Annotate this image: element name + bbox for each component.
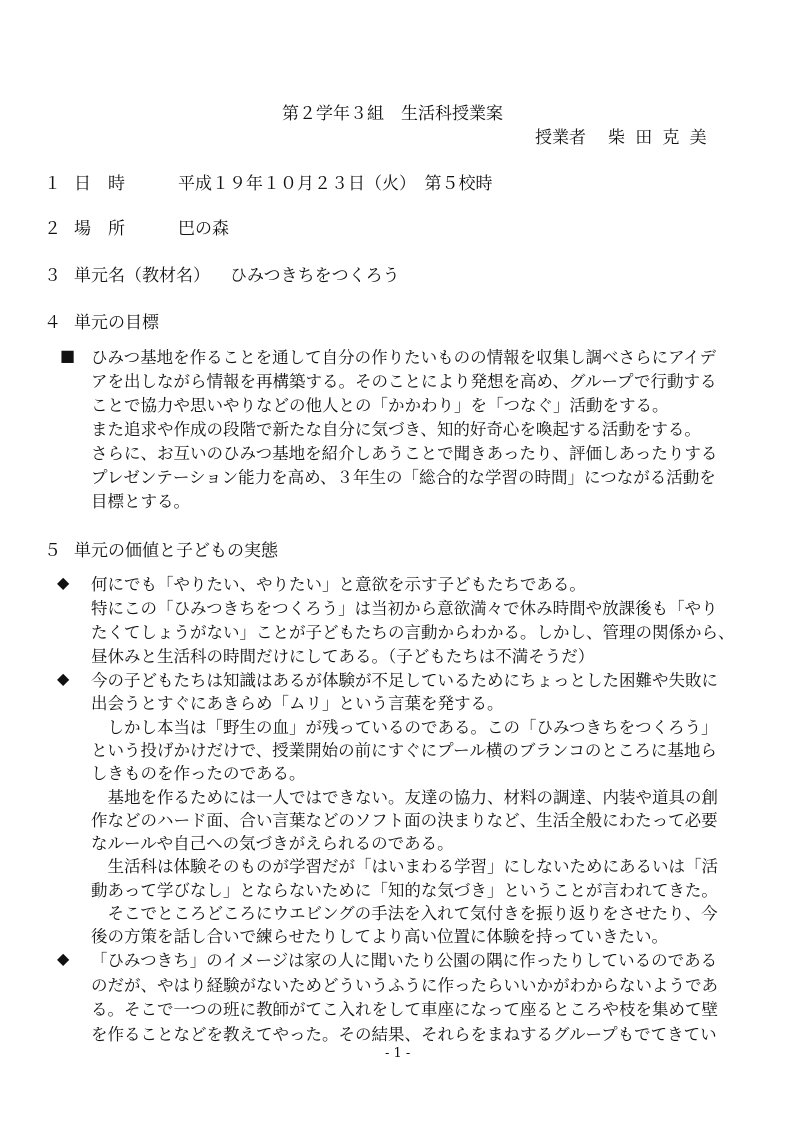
value-line: 今の子どもたちは知識はあるが体験が不足しているためにちょっとした困難や失敗に [91, 671, 718, 690]
section-number: ５ [44, 541, 61, 561]
goal-line: 目標とする。 [91, 492, 190, 511]
value-line: そこでところどころにウエビングの手法を入れて気付きを振り返りをさせたり、今 [91, 904, 718, 923]
section-value: ひみつきちをつくろう [230, 266, 400, 286]
author-name: 柴田克美 [608, 128, 717, 148]
value-line: 出会うとすぐにあきらめ「ムリ」という言葉を発する。 [91, 694, 504, 714]
value-line: 動あって学びなし」とならないために「知的な気づき」ということが言われてきた。 [91, 880, 718, 900]
section-date [44, 169, 493, 194]
page-number: - 1 - [385, 1046, 411, 1061]
section-unit-name [44, 261, 400, 286]
value-line: しかし本当は「野生の血」が残っているのである。この「ひみつきちをつくろう」 [91, 717, 718, 737]
goal-line: ことで協力や思いやりなどの他人との「かかわり」を「つなぐ」活動をする。 [91, 396, 669, 415]
value-line: なルールや自己への気づきがえられるのである。 [91, 834, 454, 854]
value-line: 昼休みと生活科の時間だけにしてある。（子どもたちは不満そうだ） [91, 647, 595, 666]
square-bullet: ■ [60, 346, 76, 365]
section-value: 巴の森 [178, 219, 229, 239]
value-line: 特にこの「ひみつきちをつくろう」は当初から意欲満々で休み時間や放課後も「やり [91, 599, 718, 618]
section-unit-value [44, 536, 278, 561]
diamond-bullet: ◆ [57, 573, 70, 592]
value-line: 何にでも「やりたい、やりたい」と意欲を示す子どもたちである。 [91, 575, 586, 594]
goal-line: アを出しながら情報を再構築する。そのことにより発想を高め、グループで行動する [91, 372, 717, 391]
section-label: 日 時 [74, 174, 125, 194]
value-line: という投げかけだけで、授業開始の前にすぐにプール横のブランコのところに基地ら [91, 740, 717, 760]
section-label: 単元の目標 [74, 313, 159, 333]
value-line: 作などのハード面、合い言葉などのソフト面の決まりなど、生活全般にわたって必要 [91, 810, 718, 830]
value-line: しきものを作ったのである。 [91, 764, 306, 784]
value-line: たくてしょうがない」ことが子どもたちの言動からわかる。しかし、管理の関係から、 [91, 623, 735, 642]
value-line: る。そこで一つの班に教師がてこ入れをして車座になって座るところや枝を集めて壁 [91, 1000, 718, 1019]
section-label: 単元の価値と子どもの実態 [74, 541, 278, 561]
author-line [535, 123, 717, 148]
diamond-bullet: ◆ [57, 669, 70, 688]
goal-line: また追求や作成の段階で新たな自分に気づき、知的好奇心を喚起する活動をする。 [91, 420, 701, 439]
section-place [44, 214, 229, 239]
section-value: 平成１９年１０月２３日（火） 第５校時 [178, 174, 493, 194]
value-line: 「ひみつきち」のイメージは家の人に聞いたり公園の隅に作ったりしているのである [91, 951, 718, 970]
value-line: を作ることなどを教えてやった。その結果、それらをまねするグループもでてきてい [91, 1024, 717, 1044]
value-line: 生活科は体験そのものが学習だが「はいまわる学習」にしないためにあるいは「活 [91, 857, 718, 877]
value-line: のだが、やはり経験がないためどういうふうに作ったらいいかがわからないようであ [91, 975, 718, 995]
document-title: 第２学年３組 生活科授業案 [282, 104, 503, 124]
section-number: １ [44, 174, 61, 194]
section-unit-goal [44, 308, 159, 333]
goal-line: さらに、お互いのひみつ基地を紹介しあうことで聞きあったり、評価しあったりする [91, 444, 718, 463]
section-number: ４ [44, 313, 61, 333]
author-label: 授業者 [535, 128, 586, 148]
section-number: ３ [44, 266, 61, 286]
goal-line: ひみつ基地を作ることを通して自分の作りたいものの情報を収集し調べさらにアイデ [91, 348, 717, 367]
section-label: 単元名（教材名） [74, 266, 210, 286]
goal-line: プレゼンテーション能力を高め、３年生の「総合的な学習の時間」につながる活動を [91, 468, 716, 487]
value-line: 基地を作るためには一人ではできない。友達の協力、材料の調達、内装や道具の創 [91, 787, 718, 807]
section-number: ２ [44, 219, 61, 239]
diamond-bullet: ◆ [57, 949, 70, 968]
section-label: 場 所 [74, 219, 125, 239]
value-line: 後の方策を話し合いで練らせたりしてより高い位置に体験を持っていきたい。 [91, 927, 669, 947]
